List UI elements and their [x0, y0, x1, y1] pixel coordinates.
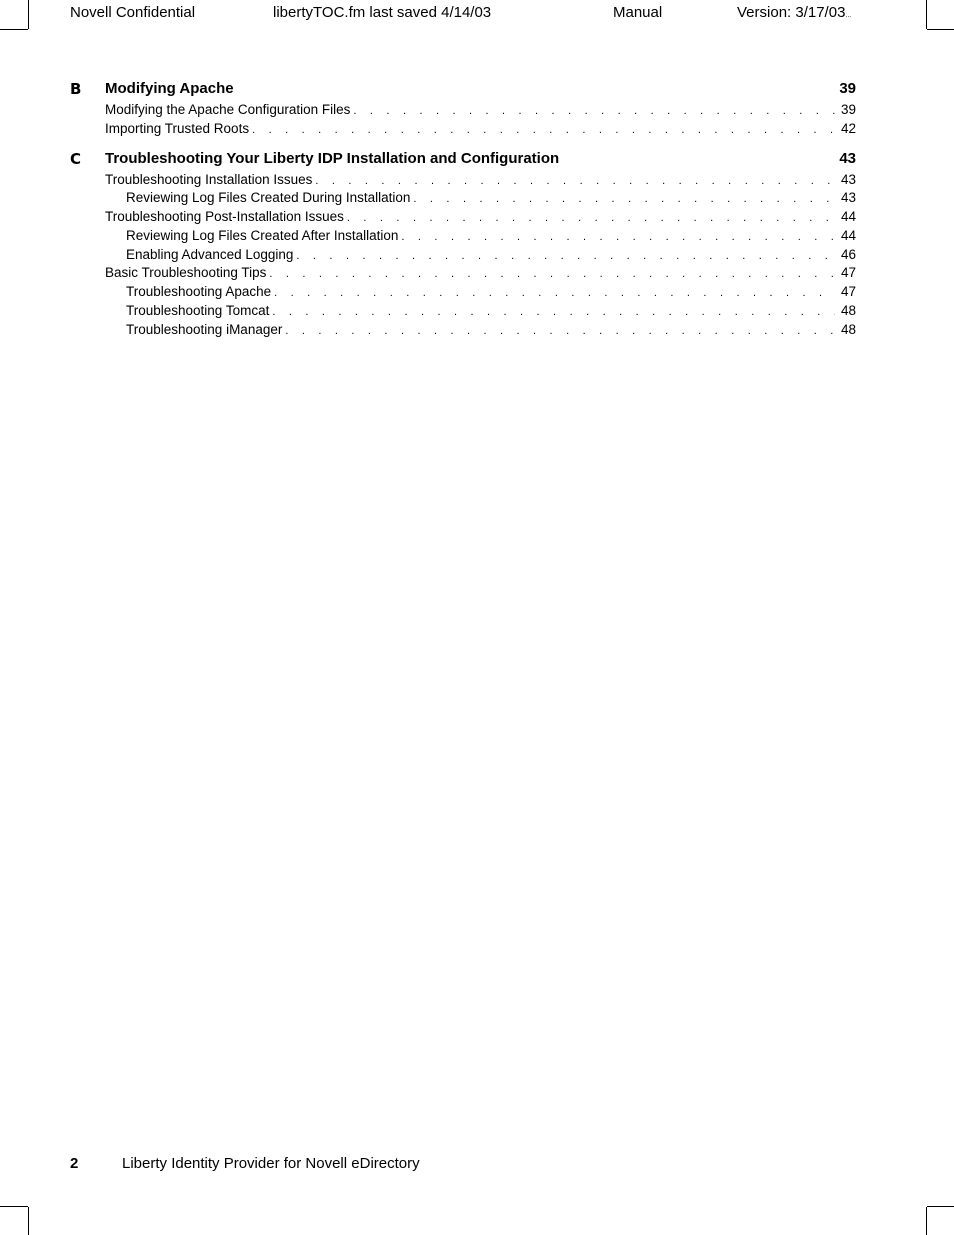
- dot-leader: [401, 228, 835, 247]
- header-doc-type: Manual: [613, 4, 663, 21]
- toc-entry-title[interactable]: Troubleshooting Installation Issues: [105, 171, 313, 187]
- toc-subentry[interactable]: [70, 321, 856, 340]
- crop-mark-bottom-left-v: [28, 1207, 29, 1235]
- crop-mark-bottom-left-h: [0, 1206, 28, 1207]
- header-company: Novell Confidential: [70, 4, 196, 21]
- crop-mark-top-left-h: [0, 29, 28, 30]
- toc-entry-page: 39: [840, 102, 856, 117]
- crop-mark-bottom-right-h: [927, 1206, 954, 1207]
- dot-leader: [274, 284, 835, 303]
- toc-subentry[interactable]: [70, 302, 856, 321]
- chapter-letter: C: [70, 149, 82, 168]
- dot-leader: [269, 265, 835, 284]
- chapter-title[interactable]: Modifying Apache: [105, 80, 234, 97]
- footer-book-title: Liberty Identity Provider for Novell eDirectory: [122, 1155, 420, 1172]
- toc-entry-page: 43: [840, 171, 856, 187]
- dot-leader: [285, 322, 835, 341]
- table-of-contents: [70, 79, 856, 339]
- toc-entry[interactable]: [70, 208, 856, 227]
- dot-leader: [296, 247, 835, 266]
- toc-entry-page: 47: [840, 284, 856, 299]
- dot-leader: [252, 121, 835, 140]
- chapter-page: 43: [839, 149, 856, 167]
- header-version-suffix: ...: [845, 12, 852, 19]
- crop-mark-top-right-v: [926, 0, 927, 29]
- dot-leader: [315, 172, 835, 191]
- toc-entry-title[interactable]: Basic Troubleshooting Tips: [105, 265, 267, 281]
- header-version: [737, 4, 851, 25]
- toc-entry-page: 47: [840, 265, 856, 281]
- toc-entry-page: 46: [840, 246, 856, 262]
- footer-page-number: 2: [70, 1155, 79, 1172]
- dot-leader: [353, 102, 835, 121]
- dot-leader: [413, 190, 835, 209]
- toc-subentry[interactable]: [70, 246, 856, 265]
- toc-subentry[interactable]: [70, 189, 856, 208]
- chapter-letter: B: [70, 80, 82, 98]
- header-version-text: Version: 3/17/03: [737, 4, 846, 21]
- toc-entry-title[interactable]: Reviewing Log Files Created During Installation: [126, 190, 411, 206]
- toc-entry-title[interactable]: Troubleshooting Tomcat: [126, 302, 270, 318]
- toc-entry-title[interactable]: Importing Trusted Roots: [105, 120, 250, 136]
- toc-entry-title[interactable]: Troubleshooting Apache: [126, 284, 272, 299]
- dot-leader: [347, 209, 835, 228]
- chapter-page: 39: [839, 80, 856, 97]
- toc-entry-title[interactable]: Reviewing Log Files Created After Installation: [126, 227, 399, 243]
- header-file-info: libertyTOC.fm last saved 4/14/03: [273, 4, 492, 21]
- toc-entry-page: 42: [840, 120, 856, 136]
- toc-entry[interactable]: [70, 120, 856, 139]
- toc-entry-page: 48: [840, 321, 856, 337]
- toc-entry-page: 43: [840, 190, 856, 206]
- crop-mark-top-right-h: [927, 29, 954, 30]
- toc-entry-title[interactable]: Troubleshooting iManager: [126, 321, 283, 337]
- toc-entry-title[interactable]: Modifying the Apache Configuration Files: [105, 102, 351, 117]
- toc-entry[interactable]: [70, 101, 856, 120]
- toc-chapter-c[interactable]: [70, 149, 856, 169]
- toc-entry-page: 44: [840, 227, 856, 243]
- toc-entry[interactable]: [70, 264, 856, 283]
- toc-chapter-b[interactable]: [70, 79, 856, 99]
- toc-entry-title[interactable]: Troubleshooting Post-Installation Issues: [105, 209, 344, 224]
- toc-subentry[interactable]: [70, 227, 856, 246]
- crop-mark-top-left-v: [28, 0, 29, 29]
- dot-leader: [272, 303, 835, 322]
- crop-mark-bottom-right-v: [926, 1207, 927, 1235]
- toc-subentry[interactable]: [70, 283, 856, 302]
- toc-entry[interactable]: [70, 171, 856, 190]
- toc-entry-title[interactable]: Enabling Advanced Logging: [126, 246, 294, 262]
- chapter-title[interactable]: Troubleshooting Your Liberty IDP Installation and Configuration: [105, 149, 560, 167]
- toc-entry-page: 48: [840, 302, 856, 318]
- toc-entry-page: 44: [840, 209, 856, 224]
